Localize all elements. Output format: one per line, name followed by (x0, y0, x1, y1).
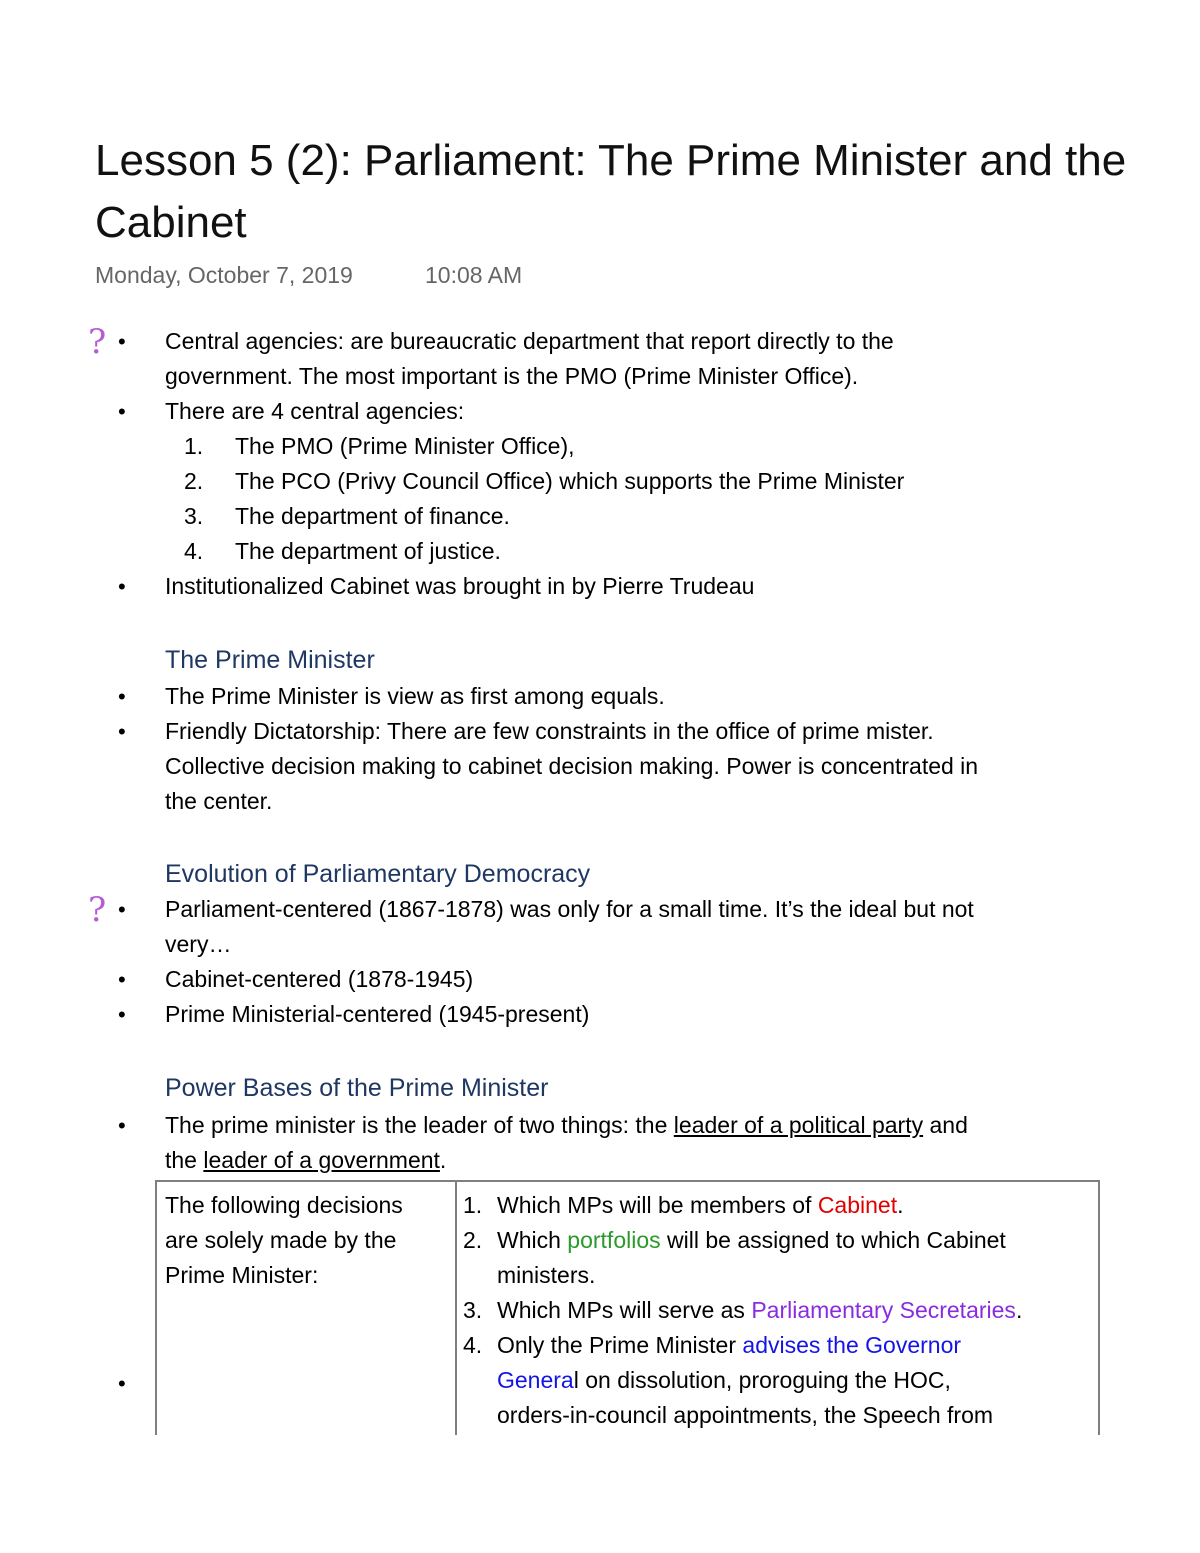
intro-bullet-1-line-2: government. The most important is the PMO (Prime Minister Office). (165, 363, 859, 389)
table-border-right (1098, 1180, 1100, 1435)
table-border-left (155, 1180, 157, 1435)
evolution-bullet-1-line-1: Parliament-centered (1867-1878) was only for a small time. It’s the ideal but not (165, 896, 974, 922)
table-border-top (155, 1180, 1100, 1182)
table-item-number: 4. (463, 1332, 483, 1358)
bullet-icon: • (118, 574, 126, 599)
table-item-3: Which MPs will serve as Parliamentary Secretaries. (497, 1297, 1023, 1323)
list-number: 3. (184, 503, 204, 529)
page-title (95, 130, 1126, 254)
table-item-4-line-2: General on dissolution, proroguing the HOC, (497, 1367, 951, 1393)
bullet-icon: • (118, 1113, 126, 1138)
table-left-cell-line-3: Prime Minister: (165, 1262, 319, 1288)
evolution-bullet-3: Prime Ministerial-centered (1945-present) (165, 1001, 590, 1027)
table-left-cell-line-2: are solely made by the (165, 1227, 397, 1253)
table-item-number: 3. (463, 1297, 483, 1323)
pm-bullet-2-line-1: Friendly Dictatorship: There are few constraints in the office of prime mister. (165, 718, 934, 744)
list-number: 2. (184, 468, 204, 494)
list-item: The department of finance. (235, 503, 510, 529)
pm-bullet-2-line-3: the center. (165, 788, 273, 814)
evolution-bullet-2: Cabinet-centered (1878-1945) (165, 966, 474, 992)
bullet-icon: • (118, 684, 126, 709)
table-item-1: Which MPs will be members of Cabinet. (497, 1192, 904, 1218)
table-item-2: Which portfolios will be assigned to which Cabinet (497, 1227, 1006, 1253)
list-item: The PCO (Privy Council Office) which supports the Prime Minister (235, 468, 905, 494)
table-item-number: 1. (463, 1192, 483, 1218)
bullet-icon: • (118, 399, 126, 424)
bullet-icon: • (118, 967, 126, 992)
bullet-icon: • (118, 1371, 126, 1396)
intro-bullet-2: There are 4 central agencies: (165, 398, 465, 424)
list-number: 4. (184, 538, 204, 564)
note-time: 10:08 AM (425, 262, 523, 288)
list-item: The department of justice. (235, 538, 501, 564)
title-line-1: Lesson 5 (2): Parliament: The Prime Minister and the (95, 136, 1127, 185)
table-left-cell-line-1: The following decisions (165, 1192, 403, 1218)
table-border-middle (455, 1180, 457, 1435)
power-bullet-1-line-2: the leader of a government. (165, 1147, 447, 1173)
bullet-icon: • (118, 1002, 126, 1027)
title-line-2: Cabinet (95, 198, 247, 247)
power-bullet-1-line-1: The prime minister is the leader of two things: the leader of a political party and (165, 1112, 968, 1138)
bullet-icon: • (118, 719, 126, 744)
underlined-phrase: leader of a government (203, 1147, 440, 1173)
list-item: The PMO (Prime Minister Office), (235, 433, 575, 459)
intro-bullet-1-line-1: Central agencies: are bureaucratic department that report directly to the (165, 328, 894, 354)
section-heading-power-bases: Power Bases of the Prime Minister (165, 1074, 549, 1102)
table-item-2-line-2: ministers. (497, 1262, 596, 1288)
bullet-icon: • (118, 897, 126, 922)
intro-bullet-3: Institutionalized Cabinet was brought in by Pierre Trudeau (165, 573, 755, 599)
section-heading-prime-minister: The Prime Minister (165, 646, 375, 674)
pm-bullet-2-line-2: Collective decision making to cabinet decision making. Power is concentrated in (165, 753, 979, 779)
table-item-4-line-3: orders-in-council appointments, the Speech from (497, 1402, 994, 1428)
underlined-phrase: leader of a political party (673, 1112, 924, 1138)
table-item-number: 2. (463, 1227, 483, 1253)
evolution-bullet-1-line-2: very… (165, 931, 232, 957)
question-tag-icon[interactable]: ? (88, 890, 107, 930)
question-tag-icon[interactable]: ? (88, 322, 107, 362)
section-heading-evolution: Evolution of Parliamentary Democracy (165, 860, 591, 888)
list-number: 1. (184, 433, 204, 459)
bullet-icon: • (118, 329, 126, 354)
pm-bullet-1: The Prime Minister is view as first among equals. (165, 683, 665, 709)
note-date: Monday, October 7, 2019 (95, 262, 353, 288)
table-item-4: Only the Prime Minister advises the Governor (497, 1332, 962, 1358)
